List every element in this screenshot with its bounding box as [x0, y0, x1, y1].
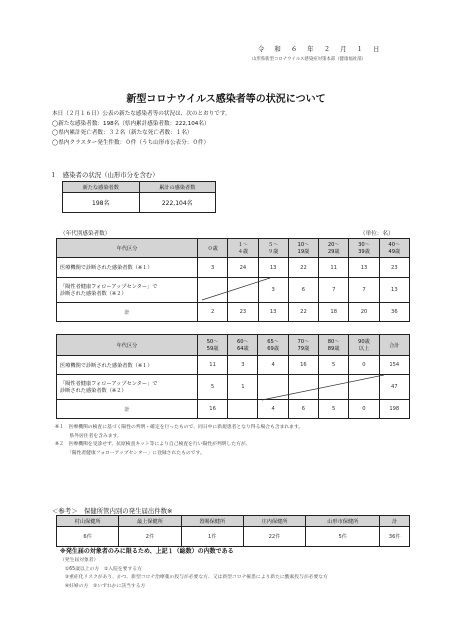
- age-column-header: ５～ ９歳: [258, 239, 288, 258]
- count-cell: 22: [288, 303, 318, 322]
- health-center-value: 2件: [119, 527, 181, 547]
- count-cell: [228, 400, 258, 419]
- health-center-value: 1件: [181, 527, 243, 547]
- age-table-caption: （年代別感染者数）: [60, 231, 111, 237]
- count-cell: 11: [197, 356, 227, 375]
- summary-header-new: 新たな感染者数: [63, 182, 140, 193]
- age-column-header: ０歳: [198, 239, 228, 258]
- age-column-header: 70～ 79歳: [288, 335, 318, 356]
- health-center-header: 計: [380, 516, 410, 527]
- summary-new-value: 198名: [63, 193, 140, 213]
- count-cell: 5: [319, 356, 349, 375]
- health-center-value: 36件: [380, 527, 410, 547]
- count-cell: 11: [319, 258, 349, 278]
- intro-line: 本日（２月１６日）公表の新たな感染者等の状況は、次のとおりです。: [52, 111, 231, 117]
- count-cell: 3: [228, 356, 258, 375]
- count-cell: 6: [288, 400, 318, 419]
- summary-header-total: 累計の感染者数: [139, 182, 216, 193]
- row-label: 医療機関で診断された感染者数（※１）: [57, 356, 198, 375]
- footnote-line: ①65歳以上の方 ②入院を要する方: [60, 566, 142, 572]
- count-cell: 16: [288, 356, 318, 375]
- age-column-header: 30～ 39歳: [349, 239, 379, 258]
- count-cell: 36: [379, 303, 409, 322]
- page-title: 新型コロナウイルス感染者等の状況について: [126, 94, 326, 105]
- age-category-header: 年代区分: [57, 335, 198, 356]
- count-cell: 4: [258, 400, 288, 419]
- age-table-unit: （単位：名）: [360, 231, 394, 237]
- footnote-bold: ※発生届の対象者のみに限るため、上記１（総数）の内数である: [60, 548, 234, 555]
- count-cell: 7: [319, 278, 349, 303]
- intro-block: [52, 110, 231, 148]
- row-label: 「陽性者健康フォローアップセンター」で 診断された感染者数（※２）: [57, 278, 198, 303]
- note-line: ※２ 医療機関を受診せず、抗原検査キット等により自己検査を行い陽性が判明した方が、: [55, 442, 251, 447]
- summary-total-value: 222,104名: [139, 193, 216, 213]
- health-center-value: 5件: [306, 527, 380, 547]
- count-cell: 0: [349, 400, 379, 419]
- count-cell: [228, 278, 258, 303]
- table-notes: [55, 424, 303, 458]
- count-cell: [288, 375, 318, 400]
- count-cell: 13: [379, 278, 409, 303]
- footnote-line: ④妊婦の方 ⑤いずれかに該当する方: [60, 584, 146, 590]
- count-cell: [349, 375, 379, 400]
- count-cell: 18: [319, 303, 349, 322]
- report-date: 令 和 ６ 年 ２ 月 １ 日: [258, 45, 384, 53]
- section2-heading: ＜参考＞ 保健所管内別の発生届出件数※: [52, 507, 173, 515]
- intro-line: ◯新たな感染者数：198名（県内累計感染者数：222,104名）: [52, 120, 210, 127]
- count-cell: 6: [288, 278, 318, 303]
- count-cell: [198, 278, 228, 303]
- issuing-organization: 山形県新型コロナウイルス感染症対策本部（健康福祉部）: [252, 57, 366, 62]
- count-cell: 5: [197, 375, 227, 400]
- age-column-header: 60～ 64歳: [228, 335, 258, 356]
- count-cell: 4: [258, 356, 288, 375]
- intro-line: ◯県内クラスター発生件数：０件（うち山形市公表分：０件）: [52, 139, 210, 146]
- count-cell: [258, 375, 288, 400]
- health-center-header: 庄内保健所: [243, 516, 305, 527]
- age-column-header: 65～ 69歳: [258, 335, 288, 356]
- age-column-header: 50～ 59歳: [197, 335, 227, 356]
- age-column-header: 合計: [379, 335, 409, 356]
- age-table-1: [56, 238, 410, 322]
- count-cell: 2: [198, 303, 228, 322]
- note-line: ※１ 医療機関の検査に基づく陽性の判明・確定を行ったもので、同日中に新規患者となり得る場合も含まれます。: [55, 425, 304, 430]
- age-column-header: 10～ 19歳: [288, 239, 318, 258]
- age-table-2: [56, 334, 410, 419]
- age-column-header: １～ ４歳: [228, 239, 258, 258]
- note-line: 県外居住者を含みます。: [55, 433, 122, 439]
- count-cell: 3: [258, 278, 288, 303]
- count-cell: [319, 375, 349, 400]
- count-cell: 23: [228, 303, 258, 322]
- note-line: 「陽性者健康フォローアップセンター」に登録されたものです。: [55, 450, 205, 456]
- count-cell: 154: [379, 356, 409, 375]
- footnote-line: ③重症化リスクがあり、かつ、新型コロナ治療薬の投与が必要な方、又は新型コロナ罹患により新たに酸素投与が必要な方: [60, 575, 328, 581]
- row-label: 「陽性者健康フォローアップセンター」で 診断された感染者数（※２）: [57, 375, 198, 400]
- health-center-header: 山形市保健所: [306, 516, 380, 527]
- age-column-header: 80～ 89歳: [319, 335, 349, 356]
- age-column-header: 40～ 49歳: [379, 239, 409, 258]
- count-cell: 5: [319, 400, 349, 419]
- age-category-header: 年代区分: [57, 239, 198, 258]
- count-cell: 13: [258, 303, 288, 322]
- age-column-header: 20～ 29歳: [319, 239, 349, 258]
- count-cell: 47: [379, 375, 409, 400]
- count-cell: 20: [349, 303, 379, 322]
- health-center-value: 6件: [57, 527, 119, 547]
- count-cell: 13: [258, 258, 288, 278]
- count-cell: 16: [197, 400, 227, 419]
- health-center-header: 最上保健所: [119, 516, 181, 527]
- age-column-header: 90歳 以上: [349, 335, 379, 356]
- count-cell: 24: [228, 258, 258, 278]
- health-center-table: [56, 515, 410, 547]
- footnote-block: [60, 548, 328, 592]
- footnote-line: （発生届対象者）: [60, 557, 99, 563]
- health-center-header: 村山保健所: [57, 516, 119, 527]
- row-label: 計: [57, 400, 198, 419]
- intro-line: ◯県内累計死亡者数：３２名（新たな死亡者数：１名）: [52, 130, 193, 136]
- count-cell: 0: [349, 356, 379, 375]
- count-cell: 7: [349, 278, 379, 303]
- count-cell: 198: [379, 400, 409, 419]
- count-cell: 22: [288, 258, 318, 278]
- row-label: 計: [57, 303, 198, 322]
- health-center-header: 置賜保健所: [181, 516, 243, 527]
- count-cell: 23: [379, 258, 409, 278]
- health-center-value: 22件: [243, 527, 305, 547]
- count-cell: 3: [198, 258, 228, 278]
- row-label: 医療機関で診断された感染者数（※１）: [57, 258, 198, 278]
- count-cell: 13: [349, 258, 379, 278]
- count-cell: 1: [228, 375, 258, 400]
- summary-table: [62, 181, 216, 213]
- section1-heading: １ 感染者の状況（山形市分を含む）: [50, 171, 159, 179]
